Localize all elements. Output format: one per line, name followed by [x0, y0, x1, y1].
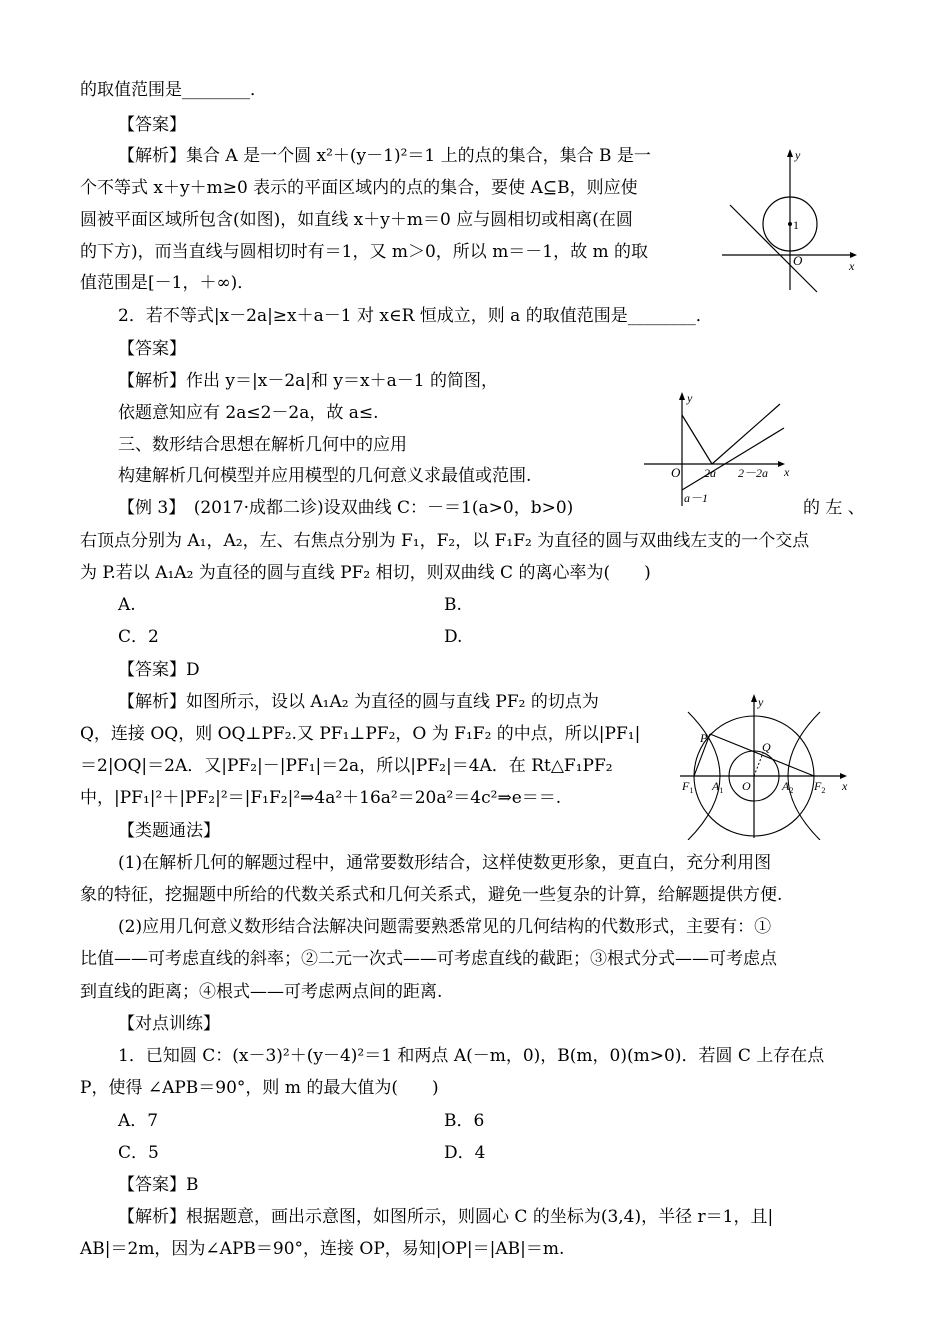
text-line: 象的特征，挖掘题中所给的代数关系式和几何关系式，避免一些复杂的计算，给解题提供方便.	[80, 885, 783, 905]
focus-f2-label: $F_2$	[814, 779, 826, 795]
point-p-label: P	[700, 731, 708, 745]
point-q-label: Q	[762, 740, 771, 754]
option-a: A．7	[118, 1111, 159, 1131]
text-line: AB|＝2m，因为∠APB＝90°，连接 OP，易知|OP|＝|AB|＝m.	[80, 1239, 565, 1259]
text-line: (2)应用几何意义数形结合法解决问题需要熟悉常见的几何结构的代数形式，主要有：①	[118, 917, 772, 937]
section-heading: 三、数形结合思想在解析几何中的应用	[118, 435, 407, 455]
text-line: 【答案】	[118, 115, 186, 135]
tick-label: 2－2a	[738, 466, 769, 480]
text-line: 【答案】	[118, 339, 186, 359]
text-line: 值范围是[－1，＋∞)．	[80, 273, 255, 293]
figure-abs-graph	[642, 388, 794, 506]
text-line: ＝2|OQ|＝2A．又|PF₂|－|PF₁|＝2a，所以|PF₂|＝4A．在 Rt△F₁PF₂	[80, 756, 613, 776]
text-line: 【解析】根据题意，画出示意图，如图所示，则圆心 C 的坐标为(3,4)，半径 r＝1，且|	[118, 1207, 774, 1227]
y-axis-label: y	[687, 391, 693, 405]
option-b: B．6	[444, 1111, 485, 1131]
option-c: C．5	[118, 1143, 159, 1163]
text-line: 【解析】作出 y＝|x－2a|和 y＝x＋a－1 的简图，	[118, 371, 498, 391]
y-axis-label: y	[795, 148, 801, 162]
origin-label: O	[671, 465, 681, 480]
text-line: 2．若不等式|x－2a|≥x＋a－1 对 x∈R 恒成立，则 a 的取值范围是________．	[118, 306, 713, 326]
text-line: 右顶点分别为 A₁，A₂，左、右焦点分别为 F₁，F₂，以 F₁F₂ 为直径的圆与双曲线左支的一个交点	[80, 531, 810, 551]
text-line: 构建解析几何模型并应用模型的几何意义求最值或范围.	[118, 466, 532, 486]
origin-label: O	[742, 779, 751, 793]
text-line: 的 左 、	[803, 498, 865, 518]
text-line: (1)在解析几何的解题过程中，通常要数形结合，这样使数更形象，更直白，充分利用图	[118, 853, 772, 873]
text-line: 【对点训练】	[118, 1014, 220, 1034]
text-line: 【解析】如图所示，设以 A₁A₂ 为直径的圆与直线 PF₂ 的切点为	[118, 692, 599, 712]
text-line: 【解析】集合 A 是一个圆 x²＋(y－1)²＝1 上的点的集合，集合 B 是一	[118, 146, 651, 166]
text-line: 的下方)，而当直线与圆相切时有＝1，又 m＞0，所以 m＝－1，故 m 的取	[80, 242, 649, 262]
center-label: 1	[793, 218, 799, 232]
text-line: 中，|PF₁|²＋|PF₂|²＝|F₁F₂|²⇒4a²＋16a²＝20a²＝4c²⇒e＝＝.	[80, 788, 562, 808]
option-d: D.	[444, 627, 463, 647]
text-line: 比值——可考虑直线的斜率；②二元一次式——可考虑直线的截距；③根式分式——可考虑点	[80, 949, 777, 969]
x-axis-label: x	[849, 259, 855, 273]
text-line: 【答案】B	[118, 1175, 199, 1195]
intercept-label: a－1	[684, 491, 709, 505]
text-line: 个不等式 x＋y＋m≥0 表示的平面区域内的点的集合，要使 A⊆B，则应使	[80, 178, 638, 198]
text-line: P，使得 ∠APB＝90°，则 m 的最大值为( )	[80, 1078, 439, 1098]
figure-hyperbola	[680, 690, 855, 840]
text-line: 【例 3】 (2017·成都二诊)设双曲线 C：－＝1(a>0，b>0)	[118, 498, 574, 518]
vertex-a2-label: $A_2$	[782, 779, 794, 795]
y-axis-label: y	[758, 695, 764, 709]
option-b: B.	[444, 595, 462, 615]
origin-label: O	[793, 253, 803, 268]
option-c: C．2	[118, 627, 159, 647]
text-line: 圆被平面区域所包含(如图)，如直线 x＋y＋m＝0 应与圆相切或相离(在圆	[80, 210, 633, 230]
option-d: D．4	[444, 1143, 486, 1163]
figure-circle-line	[722, 145, 862, 295]
text-line: 【类题通法】	[118, 821, 220, 841]
text-line: 依题意知应有 2a≤2－2a，故 a≤.	[118, 403, 379, 423]
text-line: Q，连接 OQ，则 OQ⊥PF₂.又 PF₁⊥PF₂，O 为 F₁F₂ 的中点，所以|PF₁|	[80, 724, 641, 744]
text-line: 到直线的距离；④根式——可考虑两点间的距离.	[80, 982, 443, 1002]
vertex-a1-label: $A_1$	[712, 779, 724, 795]
text-line: 的取值范围是________．	[80, 80, 267, 100]
option-a: A.	[118, 595, 136, 615]
x-axis-label: x	[784, 465, 790, 479]
tick-label: 2a	[704, 466, 716, 480]
text-line: 1．已知圆 C：(x－3)²＋(y－4)²＝1 和两点 A(－m，0)，B(m，0)(m>0)．若圆 C 上存在点	[118, 1046, 825, 1066]
text-line: 【答案】D	[118, 660, 200, 680]
text-line: 为 P.若以 A₁A₂ 为直径的圆与直线 PF₂ 相切，则双曲线 C 的离心率为( )	[80, 563, 651, 583]
focus-f1-label: $F_1$	[682, 779, 694, 795]
x-axis-label: x	[842, 779, 848, 793]
